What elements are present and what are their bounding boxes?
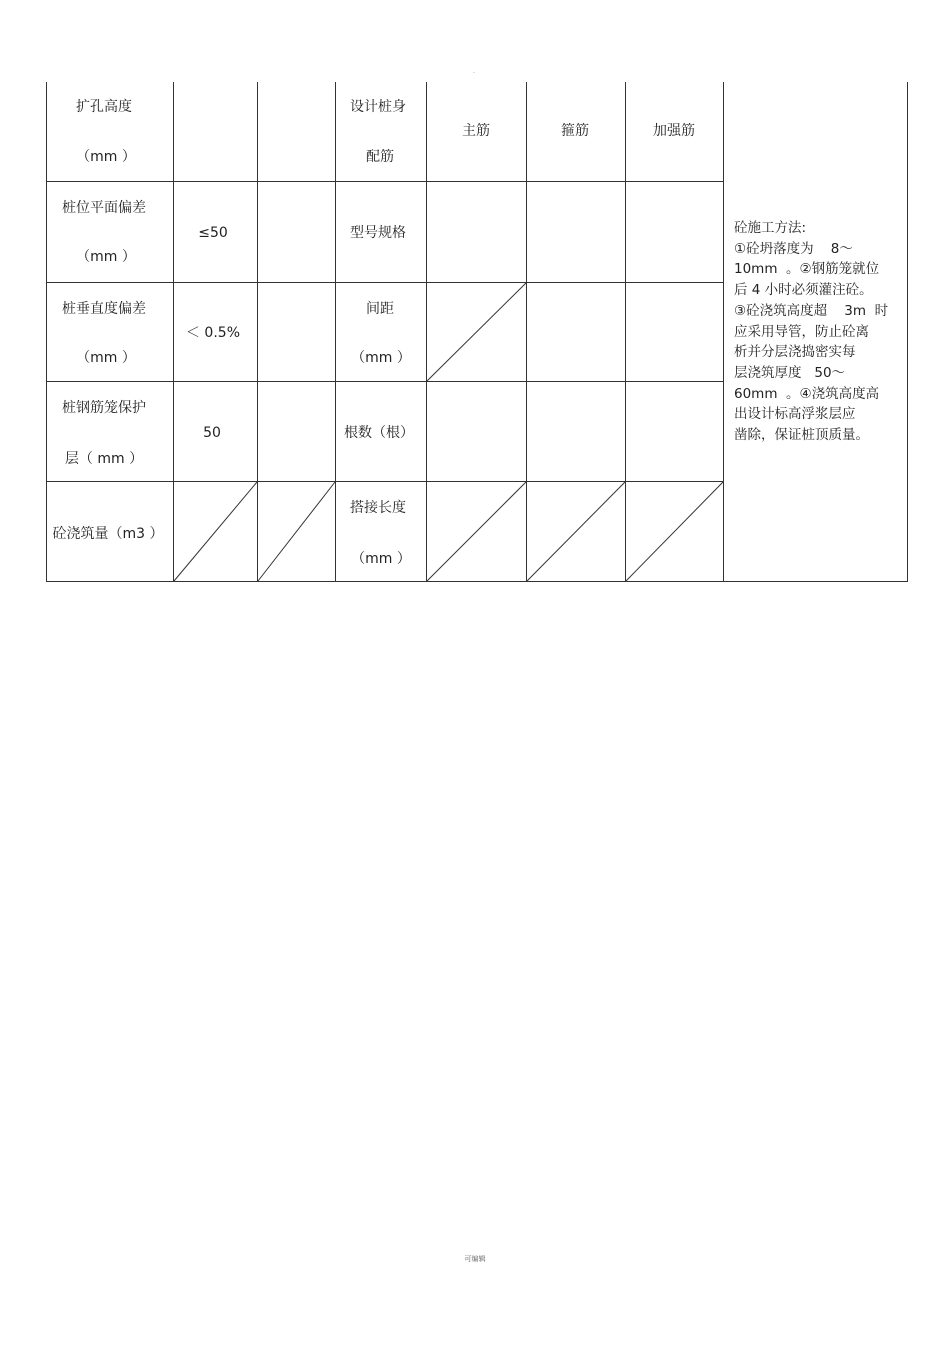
label-lap-length: 搭接长度 xyxy=(350,500,406,516)
value-position-deviation: ≤50 xyxy=(198,225,228,241)
label-verticality-deviation: 桩垂直度偏差 xyxy=(62,301,146,317)
col-reinforcing-bar: 加强筋 xyxy=(653,123,695,139)
construction-method-note: 砼施工方法: ①砼坍落度为 8～ 10mm 。②钢筋笼就位 后 4 小时必须灌注砼。 ③砼浇筑高度超 3m 时 应采用导管，防止砼离 析并分层浇捣密实每 层浇筑厚度 50～ 60mm 。④浇筑高度高 出设计标高浮浆层应 凿除，保证桩顶质量。 xyxy=(734,220,889,444)
label-ream-height: 扩孔高度 xyxy=(76,99,132,115)
label-position-deviation-unit: （mm ） xyxy=(76,249,136,265)
value-verticality-deviation: ＜ 0.5% xyxy=(185,325,241,341)
label-spacing-unit: （mm ） xyxy=(351,350,411,366)
label-position-deviation: 桩位平面偏差 xyxy=(62,200,146,216)
label-lap-length-unit: （mm ） xyxy=(351,551,411,567)
label-concrete-volume: 砼浇筑量（m3 ） xyxy=(52,526,164,542)
label-cage-cover: 桩钢筋笼保护 xyxy=(62,400,146,416)
label-ream-height-unit: （mm ） xyxy=(76,149,136,165)
label-model-spec: 型号规格 xyxy=(350,225,406,241)
label-cage-cover-2: 层（ mm ） xyxy=(64,451,144,467)
diagonal-slash xyxy=(258,482,335,581)
diagonal-slash xyxy=(527,482,625,581)
diagonal-slash xyxy=(626,482,723,581)
col-stirrup: 箍筋 xyxy=(561,123,589,139)
label-spacing: 间距 xyxy=(366,301,394,317)
label-quantity: 根数（根） xyxy=(344,425,414,441)
col-main-bar: 主筋 xyxy=(462,123,490,139)
footer-editable-mark: 可编辑 xyxy=(464,1255,486,1263)
label-verticality-deviation-unit: （mm ） xyxy=(76,350,136,366)
diagonal-slash xyxy=(427,283,526,381)
diagonal-slash xyxy=(427,482,526,581)
diagonal-slash xyxy=(174,482,257,581)
label-design-reinforcement: 设计桩身 xyxy=(350,99,406,115)
value-cage-cover: 50 xyxy=(203,425,221,441)
label-design-reinforcement-2: 配筋 xyxy=(366,149,394,165)
top-dot-mark: · xyxy=(473,70,475,77)
